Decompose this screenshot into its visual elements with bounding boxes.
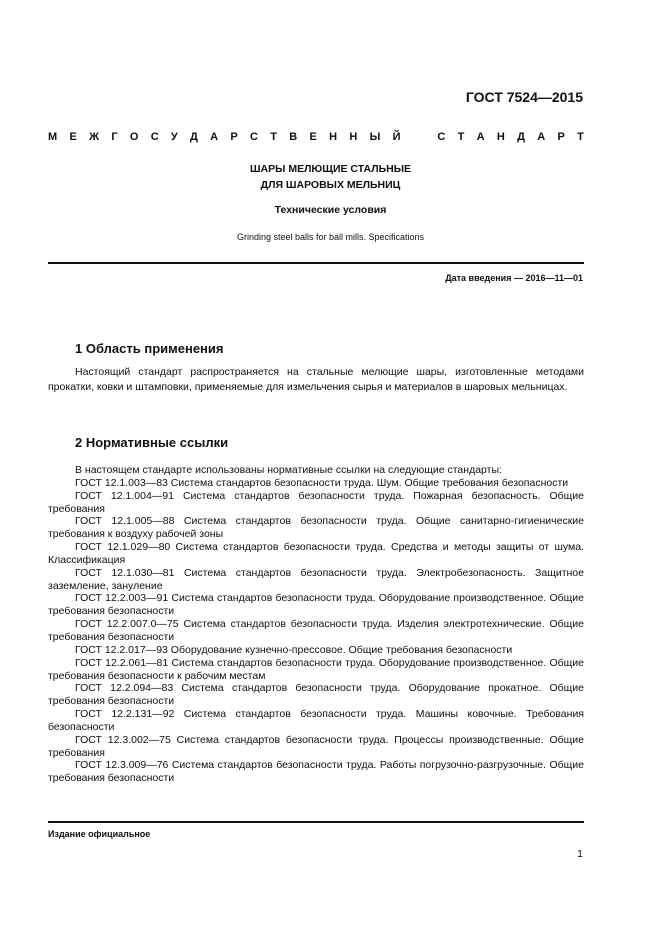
letter: Р: [230, 131, 238, 143]
reference-item: ГОСТ 12.1.029—80 Система стандартов безопасности труда. Средства и методы защиты от шума. Классификация: [48, 541, 584, 566]
letter: У: [170, 131, 178, 143]
letter: Д: [190, 131, 198, 143]
footer-divider: [48, 821, 584, 823]
reference-item: ГОСТ 12.2.003—91 Система стандартов безопасности труда. Оборудование производственное. Общие требования безопасности: [48, 592, 584, 618]
document-title: [0, 161, 661, 193]
reference-item: ГОСТ 12.3.009—76 Система стандартов безопасности труда. Работы погрузочно-разгрузочные. Общие требования безопасности: [48, 759, 584, 785]
section-1-text: [48, 365, 584, 394]
reference-item: ГОСТ 12.1.005—88 Система стандартов безопасности труда. Общие санитарно-гигиенические требования к воздуху рабочей зоны: [48, 515, 584, 541]
letter: М: [48, 131, 58, 143]
letter: Е: [69, 131, 77, 143]
normative-references: [48, 464, 584, 785]
letter: Н: [496, 131, 505, 143]
intro-date: Дата введения — 2016—11—01: [445, 273, 583, 283]
reference-item: ГОСТ 12.1.030—81 Система стандартов безопасности труда. Электробезопасность. Защитное заземление, зануление: [48, 566, 584, 592]
letter: Т: [270, 131, 277, 143]
reference-item: ГОСТ 12.2.131—92 Система стандартов безопасности труда. Машины ковочные. Требования безопасности: [48, 708, 584, 733]
letter: Й: [392, 131, 401, 143]
english-title: Grinding steel balls for ball mills. Specifications: [236, 232, 425, 242]
reference-item: ГОСТ 12.2.017—93 Оборудование кузнечно-прессовое. Общие требования безопасности: [75, 643, 513, 656]
page-number: 1: [577, 848, 583, 860]
reference-item: ГОСТ 12.2.007.0—75 Система стандартов безопасности труда. Изделия электротехнические. Общие требования безопасности: [48, 618, 584, 643]
title-line-1: ШАРЫ МЕЛЮЩИЕ СТАЛЬНЫЕ: [249, 163, 411, 175]
letter: Ж: [89, 131, 100, 143]
interstate-standard-label: [48, 131, 584, 143]
letter: А: [476, 131, 485, 143]
section-1-heading: 1 Область применения: [75, 341, 224, 356]
section-2-heading: 2 Нормативные ссылки: [75, 435, 229, 450]
letter: Р: [557, 131, 565, 143]
letter: Т: [457, 131, 465, 143]
letter: Е: [309, 131, 317, 143]
letter: О: [129, 131, 139, 143]
references-intro: В настоящем стандарте использованы нормативные ссылки на следующие стандарты:: [75, 464, 502, 476]
title-line-2: ДЛЯ ШАРОВЫХ МЕЛЬНИЦ: [260, 179, 401, 191]
divider: [48, 262, 584, 264]
document-code: ГОСТ 7524—2015: [465, 89, 583, 105]
letter: Г: [111, 131, 118, 143]
reference-item: ГОСТ 12.2.094—83 Система стандартов безопасности труда. Оборудование прокатное. Общие требования безопасности: [48, 682, 584, 708]
letter: Н: [349, 131, 358, 143]
official-edition-label: Издание официальное: [48, 829, 151, 839]
reference-item: ГОСТ 12.1.003—83 Система стандартов безопасности труда. Шум. Общие требования безопасности: [75, 476, 569, 489]
letter: Ы: [369, 131, 381, 143]
paragraph: Настоящий стандарт распространяется на стальные мелющие шары, изготовленные методами прокатки, ковки и штамповки, применяемые для измельчения сырья и материалов в шаровых мельницах.: [48, 366, 584, 393]
letter: С: [150, 131, 159, 143]
letter: Д: [517, 131, 525, 143]
reference-item: ГОСТ 12.3.002—75 Система стандартов безопасности труда. Процессы производственные. Общие требования: [48, 733, 584, 759]
letter: Т: [577, 131, 584, 143]
letter: В: [289, 131, 298, 143]
letter: Н: [329, 131, 338, 143]
reference-item: ГОСТ 12.2.061—81 Система стандартов безопасности труда. Оборудование производственное. Общие требования безопасности к рабочим местам: [48, 656, 584, 682]
letter: С: [250, 131, 258, 143]
letter: А: [210, 131, 219, 143]
letter: С: [437, 131, 446, 143]
reference-item: ГОСТ 12.1.004—91 Система стандартов безопасности труда. Пожарная безопасность. Общие требования: [48, 489, 584, 515]
document-subtitle: Технические условия: [274, 204, 387, 216]
letter: А: [537, 131, 546, 143]
